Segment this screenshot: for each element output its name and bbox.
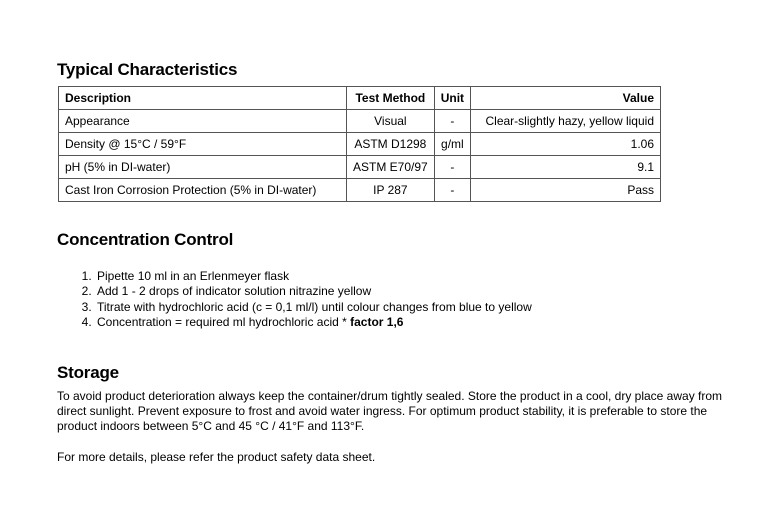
row-value: 1.06 bbox=[471, 133, 661, 156]
row-unit: - bbox=[434, 179, 470, 202]
list-item: 2. Add 1 - 2 drops of indicator solution nitrazine yellow bbox=[95, 284, 532, 299]
column-header-unit: Unit bbox=[434, 87, 470, 110]
table-row bbox=[59, 110, 661, 133]
table-row bbox=[59, 156, 661, 179]
list-item: 1. Pipette 10 ml in an Erlenmeyer flask bbox=[95, 269, 532, 284]
row-test-method: IP 287 bbox=[347, 179, 435, 202]
column-header-description: Description bbox=[59, 87, 347, 110]
row-test-method: ASTM D1298 bbox=[347, 133, 435, 156]
row-unit: - bbox=[434, 110, 470, 133]
row-unit: g/ml bbox=[434, 133, 470, 156]
storage-paragraph: To avoid product deterioration always keep the container/drum tightly sealed. Store the product in a cool, dry place away from direct sunlight. Prevent exposure to frost and avoid water ingress. For optimum product stability, it is preferable to store the product indoors between 5°C and 45 °C / 41°F and 113°F. bbox=[57, 389, 723, 433]
row-test-method: Visual bbox=[347, 110, 435, 133]
row-value: 9.1 bbox=[471, 156, 661, 179]
row-unit: - bbox=[434, 156, 470, 179]
typical-characteristics-table bbox=[58, 86, 661, 202]
typical-characteristics-heading: Typical Characteristics bbox=[57, 60, 238, 79]
concentration-steps-list bbox=[57, 269, 532, 330]
table-row bbox=[59, 133, 661, 156]
column-header-test-method: Test Method bbox=[347, 87, 435, 110]
row-description: Appearance bbox=[59, 110, 347, 133]
list-item: 3. Titrate with hydrochloric acid (c = 0,1 ml/l) until colour changes from blue to yellow bbox=[95, 300, 532, 315]
column-header-value: Value bbox=[471, 87, 661, 110]
list-item bbox=[95, 315, 532, 330]
concentration-control-heading: Concentration Control bbox=[57, 230, 234, 249]
row-value: Pass bbox=[471, 179, 661, 202]
table-header-row bbox=[59, 87, 661, 110]
storage-heading: Storage bbox=[57, 363, 119, 382]
row-value: Clear-slightly hazy, yellow liquid bbox=[471, 110, 661, 133]
row-description: Cast Iron Corrosion Protection (5% in DI-water) bbox=[59, 179, 347, 202]
more-details-paragraph: For more details, please refer the product safety data sheet. bbox=[57, 450, 376, 464]
step-4-factor: factor 1,6 bbox=[350, 314, 404, 329]
step-4-text: Concentration = required ml hydrochloric acid * bbox=[97, 314, 351, 329]
row-description: pH (5% in DI-water) bbox=[59, 156, 347, 179]
row-description: Density @ 15°C / 59°F bbox=[59, 133, 347, 156]
row-test-method: ASTM E70/97 bbox=[347, 156, 435, 179]
table-row bbox=[59, 179, 661, 202]
